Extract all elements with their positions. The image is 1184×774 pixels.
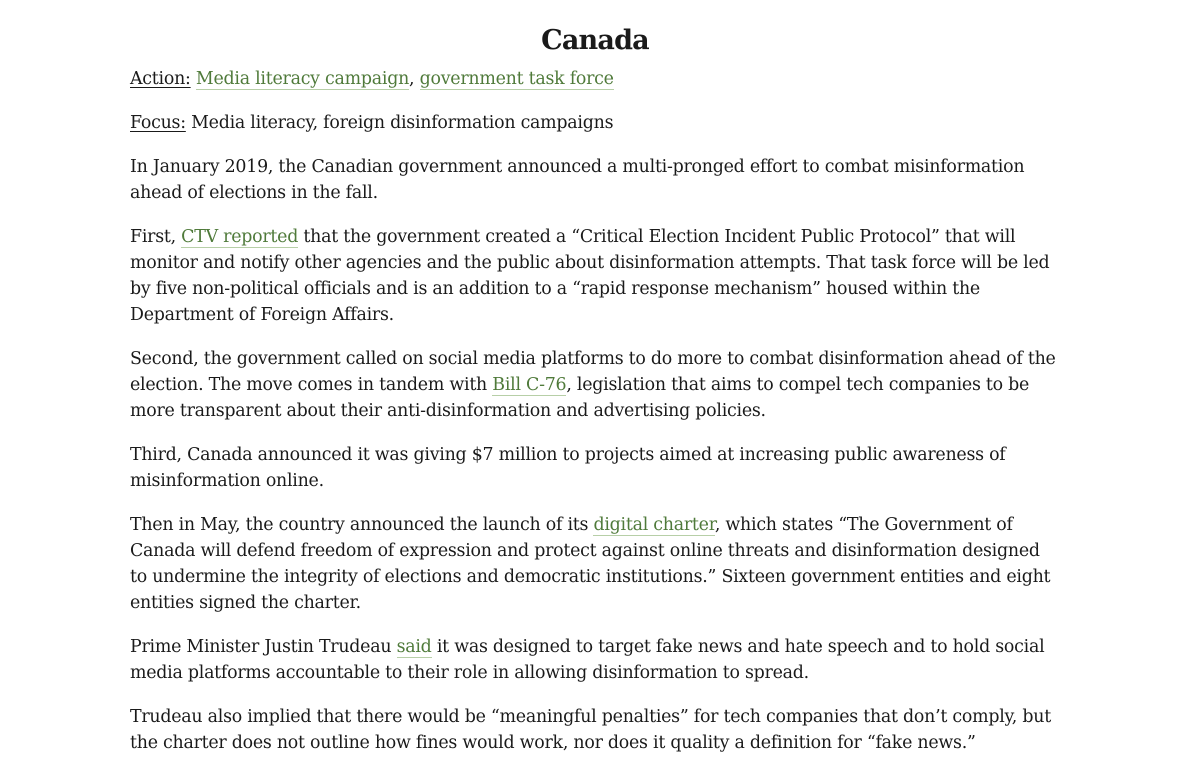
- paragraph-first: [130, 224, 1060, 328]
- said-link[interactable]: said: [396, 637, 432, 657]
- focus-text: Media literacy, foreign disinformation campaigns: [191, 113, 614, 133]
- paragraph-charter-after: , which states “The Government of Canada will defend freedom of expression and protect against online threats and disinformation designed to undermine the integrity of elections and democratic institutions.” Sixteen government entities and eight entities signed the charter.: [130, 515, 1051, 613]
- action-line: [130, 66, 1060, 92]
- bill-c76-link[interactable]: Bill C-76: [492, 375, 567, 395]
- paragraph-trudeau-before: Prime Minister Justin Trudeau: [130, 637, 392, 657]
- paragraph-second: [130, 346, 1060, 424]
- digital-charter-link[interactable]: digital charter: [593, 515, 715, 535]
- paragraph-first-after: that the government created a “Critical Election Incident Public Protocol” that will monitor and notify other agencies and the public about disinformation attempts. That task force will be led by five non-political officials and is an addition to a “rapid response mechanism” housed within the Department of Foreign Affairs.: [130, 227, 1050, 325]
- page-title: Canada: [541, 25, 649, 56]
- paragraph-intro: In January 2019, the Canadian government announced a multi-pronged effort to combat misinformation ahead of elections in the fall.: [130, 157, 1025, 203]
- article: [130, 22, 1060, 774]
- action-separator: ,: [409, 69, 415, 89]
- focus-line: [130, 110, 1060, 136]
- media-literacy-campaign-link[interactable]: Media literacy campaign: [195, 69, 410, 89]
- ctv-reported-link[interactable]: CTV reported: [181, 227, 299, 247]
- paragraph-first-before: First,: [130, 227, 176, 247]
- action-label: Action:: [130, 69, 191, 89]
- paragraph-trudeau-after: it was designed to target fake news and hate speech and to hold social media platforms accountable to their role in allowing disinformation to spread.: [130, 637, 1045, 683]
- paragraph-third: Third, Canada announced it was giving $7 million to projects aimed at increasing public awareness of misinformation online.: [130, 445, 1006, 491]
- paragraph-trudeau: [130, 634, 1060, 686]
- paragraph-charter: [130, 512, 1060, 616]
- paragraph-second-before: Second, the government called on social media platforms to do more to combat disinformation ahead of the election. The move comes in tandem with: [130, 349, 1056, 395]
- paragraph-second-after: , legislation that aims to compel tech companies to be more transparent about their anti-disinformation and advertising policies.: [130, 375, 1030, 421]
- focus-label: Focus:: [130, 113, 186, 133]
- paragraph-penalties: Trudeau also implied that there would be “meaningful penalties” for tech companies that don’t comply, but the charter does not outline how fines would work, nor does it quality a definition for “fake news.”: [130, 707, 1051, 753]
- government-task-force-link[interactable]: government task force: [419, 69, 614, 89]
- paragraph-charter-before: Then in May, the country announced the launch of its: [130, 515, 589, 535]
